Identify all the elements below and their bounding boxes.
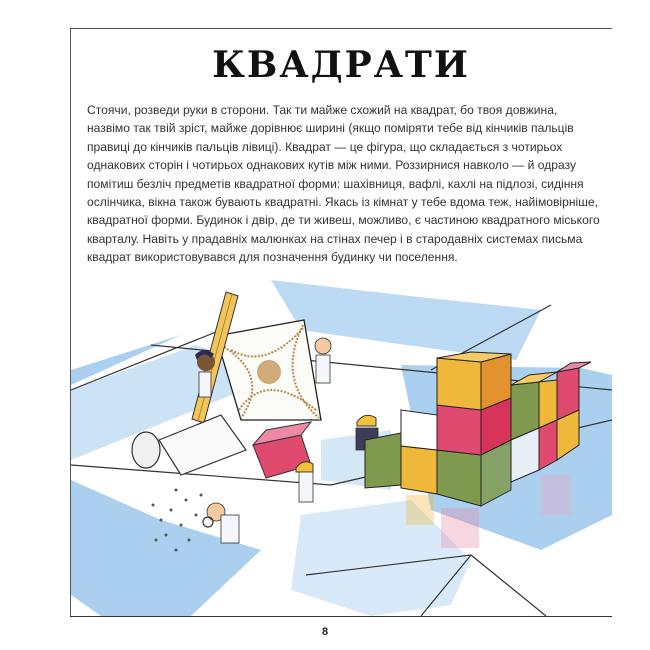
paragraph-line: назвімо так твій зріст, майже дорівнює ширині (якщо поміряти тебе від кінчиків пальців [87, 121, 574, 136]
page-number: 8 [321, 626, 329, 638]
worker-white-hair [315, 338, 331, 383]
paragraph-line: квадратної форми. Будинок і двір, де ти живеш, можливо, є частиною квадратного міського [87, 213, 600, 228]
paragraph-line: однакових сторін і чотирьох однакових кутів між ними. Роззирнися навколо — й одразу [87, 158, 577, 173]
paragraph-line: квадрат використовувався для позначення будинку чи поселення. [87, 250, 458, 265]
body-paragraph [87, 101, 607, 267]
paragraph-line: помітиш безліч предметів квадратної форми: шахівниця, вафлі, кахлі на підлозі, сидіння [87, 176, 584, 191]
paragraph-line: правиці до кінчиків пальців лівиці). Квадрат — це фігура, що складається з чотирьох [87, 139, 563, 154]
page-title: КВАДРАТИ [212, 44, 470, 86]
paragraph-line: кварталу. Навіть у прадавніх малюнках на стінах печер і в стародавніх системах письма [87, 231, 583, 246]
worker-hard-hat [296, 462, 313, 502]
frame-bottom-line [70, 616, 612, 617]
paragraph-line: Стоячи, розведи руки в сторони. Так ти майже схожий на квадрат, бо твоя довжина, [87, 103, 558, 117]
rug-square [216, 320, 321, 420]
paragraph-line: ослінчика, вікна також бувають квадратні. Якась із кімнат у тебе вдома теж, найімовірніше, [87, 195, 598, 210]
squares-illustration [71, 250, 612, 616]
frame-top-line [70, 28, 612, 29]
